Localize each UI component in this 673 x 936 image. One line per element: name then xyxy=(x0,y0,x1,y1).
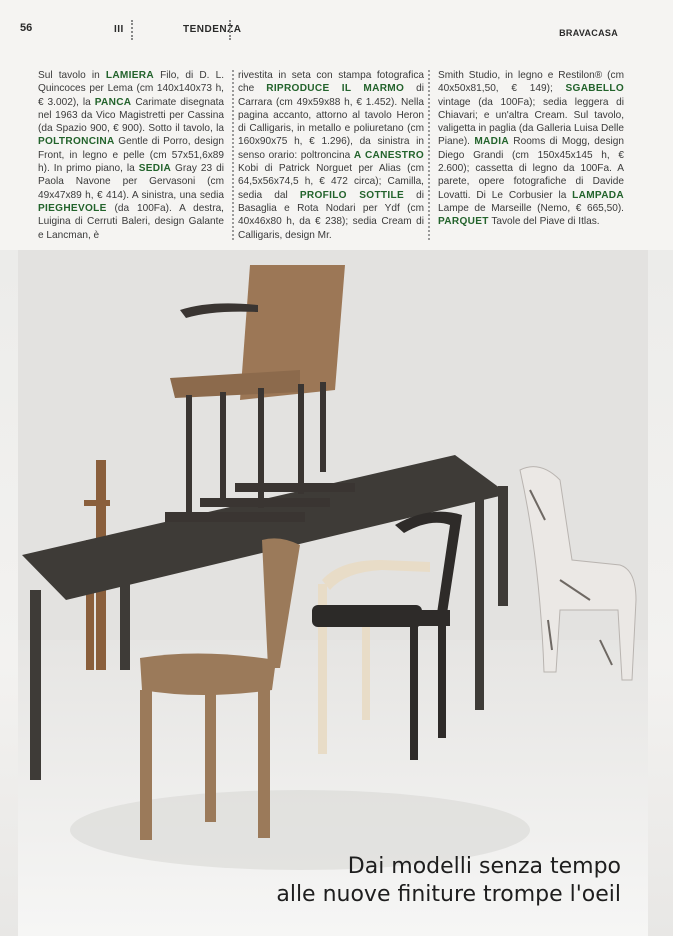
text-run: Filo, di D. L. Quincoces per Lema (cm 140x140x73 h, € 3.002), la xyxy=(38,70,225,108)
text-run: (da 100Fa). A destra, Luigina di Cerruti Baleri, design Galante e Lancman, è xyxy=(38,202,224,241)
highlight-term: PARQUET xyxy=(438,216,489,228)
highlight-term: LAMPADA xyxy=(572,189,624,201)
text-run: vintage (da 100Fa); sedia leggera di Chiavari; e un'altra Cream. Sul tavolo, valigetta in paglia (da Galleria Luisa Delle Piane). xyxy=(438,96,624,148)
page-number: 56 xyxy=(20,22,33,34)
text-run: rivestita in seta con stampa fotografica che xyxy=(238,70,424,95)
text-run: Tavole del Piave di Itlas. xyxy=(488,216,600,228)
caption-line-1: Dai modelli senza tempo xyxy=(347,854,621,879)
text-column-3 xyxy=(438,69,624,229)
magazine-name: BRAVACASA xyxy=(559,28,618,38)
text-run: di Basaglia e Rota Nodari per Ydf (cm 40x46x80 h, da € 238); sedia Cream di Calligaris, design Mr. xyxy=(238,189,424,241)
highlight-term: SEDIA xyxy=(138,163,172,175)
photo-caption xyxy=(276,853,621,909)
caption-line-2: alle nuove finiture trompe l'oeil xyxy=(276,882,621,907)
text-run: di Carrara (cm 49x59x88 h, € 1.452). Nella pagina accanto, attorno al tavolo Heron di Calligaris, in metallo e poliuretano (cm 160x90x75 h, € 1.296), da sinistra in senso orario: poltroncina xyxy=(238,83,424,161)
section-marker: III xyxy=(114,24,124,35)
text-column-1 xyxy=(38,69,224,242)
highlight-term: LAMIERA xyxy=(105,70,154,81)
text-run: Gentle di Porro, design Front, in legno e pelle (cm 57x51,6x89 h). In primo piano, la xyxy=(38,136,224,175)
text-columns xyxy=(38,69,624,249)
highlight-term: PANCA xyxy=(94,96,132,108)
highlight-term: SGABELLO xyxy=(565,83,624,95)
furniture-photo xyxy=(0,250,673,936)
highlight-term: MADIA xyxy=(474,136,509,148)
highlight-term: PROFILO SOTTILE xyxy=(299,189,404,201)
highlight-term: RIPRODUCE IL MARMO xyxy=(266,83,405,95)
column-divider xyxy=(232,70,234,240)
highlight-term: A CANESTRO xyxy=(353,149,424,161)
text-run: Kobi di Patrick Norguet per Alias (cm 64,5x56x74,5 h, € 472 circa); Camilla, sedia dal xyxy=(238,163,424,201)
highlight-term: POLTRONCINA xyxy=(38,136,115,148)
header-divider xyxy=(131,20,135,40)
column-divider xyxy=(428,70,430,240)
text-run: Lampe de Marseille (Nemo, € 665,50). xyxy=(438,202,624,214)
text-run: Rooms di Mogg, design Diego Grandi (cm 150x45x145 h, € 2.600); cassetta di legno da 100Fa. A parete, opere fotografiche di Davide Lovatti. Di Le Corbusier la xyxy=(438,136,624,201)
header-divider xyxy=(229,20,233,40)
highlight-term: PIEGHEVOLE xyxy=(38,202,107,214)
section-title: TENDENZA xyxy=(183,24,242,35)
page-header xyxy=(0,0,673,50)
text-run: Gray 23 di Paola Navone per Gervasoni (cm 49x47x89 h, € 414). A sinistra, una sedia xyxy=(38,163,224,201)
text-column-2 xyxy=(238,69,424,242)
text-run: Sul tavolo in xyxy=(38,70,106,81)
text-run: Smith Studio, in legno e Restilon® (cm 40x50x81,50, € 149); xyxy=(438,70,624,95)
text-run: Carimate disegnata nel 1963 da Vico Magistretti per Cassina (da Spazio 900, € 900). Sotto il tavolo, la xyxy=(38,96,224,135)
